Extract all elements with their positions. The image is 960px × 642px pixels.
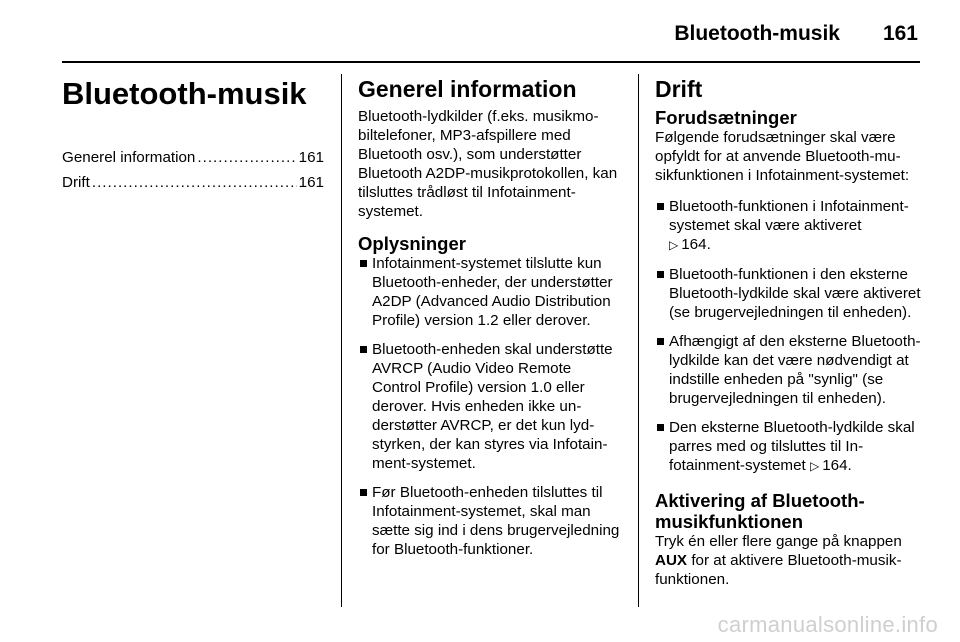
toc-entry[interactable] [62,173,324,192]
list-item [655,332,921,408]
triangle-right-icon: ▷ [809,459,820,473]
toc-entry-page: 161 [298,174,324,191]
page-reference[interactable]: 164. [822,457,852,474]
chapter-title: Bluetooth-musik [62,76,307,111]
toc-entry-page: 161 [298,149,324,166]
page-reference[interactable]: 164. [681,236,711,253]
list-item [655,418,921,476]
list-item [358,483,622,559]
bullet-square-icon [360,260,367,267]
column-divider-2 [638,74,639,607]
list-item [358,254,622,330]
column-divider-1 [341,74,342,607]
toc-entry-label: Generel information [62,149,196,166]
activation-text-post: for at aktivere Bluetooth-musikfunktionen. [655,552,902,588]
toc-leader [92,173,297,192]
header-page-number: 161 [882,22,918,45]
list-item [655,197,921,255]
toc-entry-label: Drift [62,174,90,191]
activation-text [655,532,921,589]
bullet-square-icon [657,203,664,210]
list-item [655,265,921,322]
bullet-square-icon [360,346,367,353]
toc-leader [197,148,296,167]
section-heading-operation: Drift [655,76,703,102]
header-title: Bluetooth-musik [674,22,840,45]
subheading-notes: Oplysninger [358,233,466,254]
prereq-intro: Følgende forudsætninger skal være opfyldt for at anvende Bluetooth-musikfunktionen i Infotainment-systemet: [655,129,910,184]
aux-key-label: AUX [655,552,688,569]
list-item-text: Afhængigt af den eksterne Bluetooth-lydkilde kan det være nødvendigt at indstille enheden på "synlig" (se brugervejledningen til enheden). [669,333,921,407]
notes-list [358,254,622,559]
list-item [358,340,622,473]
activation-text-pre: Tryk én eller flere gange på knappen [655,533,902,550]
general-intro: Bluetooth-lydkilder (f.eks. musikmobiltelefoner, MP3-afspillere med Bluetooth osv.), som understøtter Bluetooth A2DP-musikprotokollen, kan tilsluttes trådløst til Infotainmentsystemet. [358,108,618,220]
list-item-text: Bluetooth-enheden skal understøtte AVRCP (Audio Video Remote Control Profile) version 1.0 eller derover. Hvis enheden ikke understøtter AVRCP, er det kun lydstyrken, der kan styres via Infotainment-systemet. [372,341,613,472]
general-column [358,76,622,569]
bullet-square-icon [360,489,367,496]
list-item-text: Infotainment-systemet tilslutte kun Bluetooth-enheder, der understøtter A2DP (Advanced Audio Distribution Profile) version 1.2 eller derover. [372,255,613,329]
toc-entry[interactable] [62,148,324,167]
triangle-right-icon: ▷ [669,238,679,252]
watermark: carmanualsonline.info [717,612,938,637]
operation-column [655,76,921,601]
prereq-list [655,197,921,476]
section-heading-general: Generel information [358,76,577,102]
toc-column [62,76,324,198]
bullet-square-icon [657,271,664,278]
subheading-activation: Aktivering af Bluetooth-musikfunktionen [655,490,865,532]
list-item-text: Bluetooth-funktionen i Infotainment-systemet skal være aktiveret [669,198,909,234]
bullet-square-icon [657,424,664,431]
list-item-text: Før Bluetooth-enheden tilsluttes til Infotainment-systemet, skal man sætte sig ind i dens brugervejledning for Bluetooth-funktioner. [372,484,620,558]
bullet-square-icon [657,338,664,345]
header-rule [62,61,920,63]
list-item-text: Bluetooth-funktionen i den eksterne Bluetooth-lydkilde skal være aktiveret (se brugervejledningen til enheden). [669,266,921,321]
list-item-text: Den eksterne Bluetooth-lydkilde skal parres med og tilsluttes til Infotainment-systemet [669,419,915,474]
subheading-prerequisites: Forudsætninger [655,107,797,128]
